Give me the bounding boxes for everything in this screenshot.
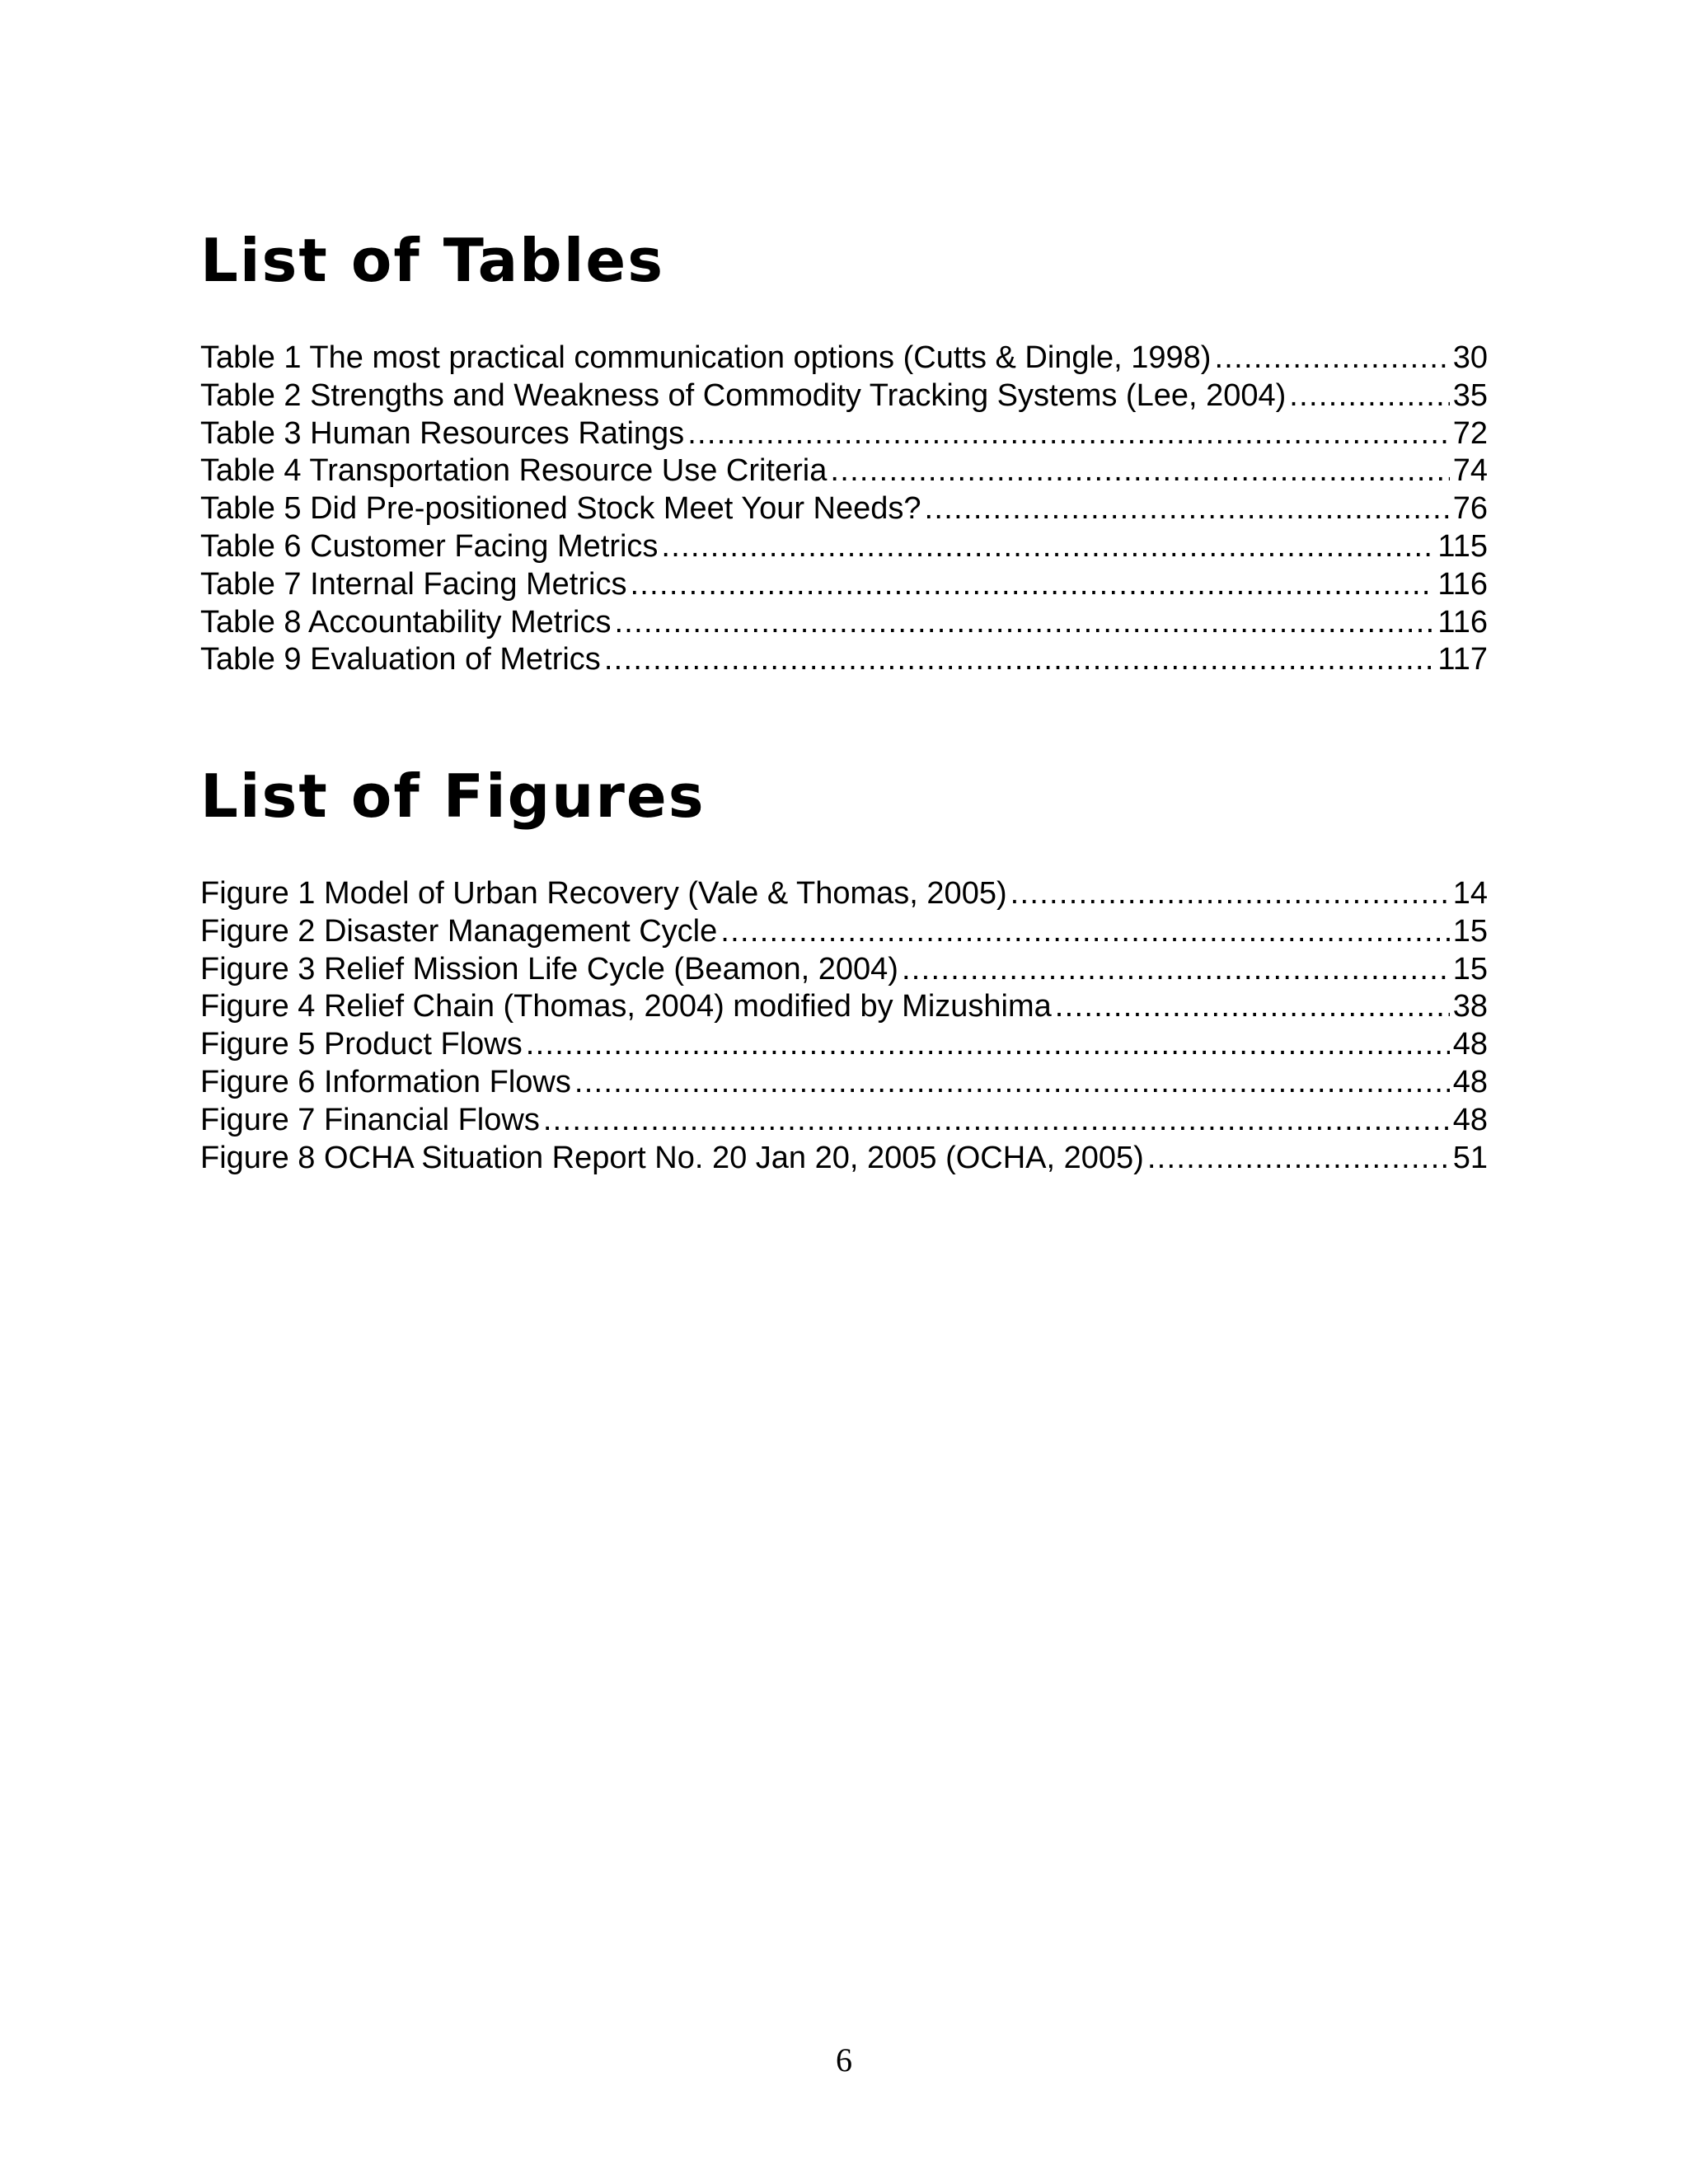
toc-entry-figure-2[interactable] [200,913,1488,951]
dot-leader [830,452,1449,490]
toc-entry-title: Table 1 The most practical communication options (Cutts & Dingle, 1998) [200,340,1212,375]
toc-entry-page: 30 [1452,340,1488,375]
toc-entry-figure-5[interactable] [200,1026,1488,1064]
list-of-figures-heading: List of Figures [200,762,706,831]
toc-entry-table-2[interactable] [200,377,1488,415]
toc-entry-title: Table 7 Internal Facing Metrics [200,566,627,602]
toc-entry-title: Table 9 Evaluation of Metrics [200,642,601,677]
dot-leader [661,528,1434,566]
toc-entry-table-9[interactable] [200,641,1488,679]
toc-entry-page: 76 [1452,491,1488,527]
toc-entry-page: 117 [1437,642,1488,677]
dot-leader [630,566,1434,604]
toc-entry-page: 35 [1452,377,1488,413]
toc-entry-page: 48 [1452,1064,1488,1099]
toc-entry-title: Figure 1 Model of Urban Recovery (Vale & Thomas, 2005) [200,876,1007,911]
toc-entry-title: Figure 4 Relief Chain (Thomas, 2004) modified by Mizushima [200,989,1052,1024]
toc-entry-page: 72 [1452,415,1488,451]
toc-entry-table-8[interactable] [200,604,1488,642]
toc-entry-table-5[interactable] [200,490,1488,528]
dot-leader [526,1026,1450,1064]
toc-entry-title: Figure 7 Financial Flows [200,1102,540,1137]
toc-entry-table-3[interactable] [200,415,1488,453]
toc-entry-page: 74 [1452,453,1488,489]
toc-entry-page: 14 [1452,876,1488,911]
toc-entry-title: Table 3 Human Resources Ratings [200,415,685,451]
toc-entry-title: Figure 5 Product Flows [200,1027,523,1062]
toc-entry-page: 51 [1452,1140,1488,1175]
dot-leader [687,415,1450,453]
toc-entry-figure-1[interactable] [200,875,1488,913]
toc-entry-title: Figure 6 Information Flows [200,1064,571,1099]
dot-leader [925,490,1450,528]
toc-entry-page: 48 [1452,1102,1488,1137]
dot-leader [574,1064,1450,1102]
toc-entry-table-7[interactable] [200,566,1488,604]
dot-leader [1289,377,1449,415]
toc-entry-title: Figure 8 OCHA Situation Report No. 20 Jan 20, 2005 (OCHA, 2005) [200,1140,1144,1175]
toc-entry-figure-8[interactable] [200,1140,1488,1178]
dot-leader [902,951,1450,989]
toc-entry-page: 38 [1452,989,1488,1024]
toc-entry-page: 48 [1452,1027,1488,1062]
dot-leader [1214,340,1449,377]
toc-entry-figure-7[interactable] [200,1102,1488,1140]
dot-leader [1010,875,1450,913]
page-number: 6 [836,2041,852,2079]
toc-entry-figure-3[interactable] [200,951,1488,989]
list-of-tables [200,340,1488,679]
toc-entry-title: Table 2 Strengths and Weakness of Commodity Tracking Systems (Lee, 2004) [200,377,1287,413]
dot-leader [1147,1140,1450,1178]
toc-entry-page: 15 [1452,951,1488,987]
toc-entry-title: Table 6 Customer Facing Metrics [200,528,659,564]
toc-entry-title: Figure 2 Disaster Management Cycle [200,913,718,949]
toc-entry-title: Figure 3 Relief Mission Life Cycle (Beamon, 2004) [200,951,898,987]
list-of-tables-heading: List of Tables [200,226,665,295]
toc-entry-title: Table 8 Accountability Metrics [200,604,612,640]
toc-entry-figure-6[interactable] [200,1064,1488,1102]
toc-entry-page: 116 [1437,604,1488,640]
toc-entry-page: 15 [1452,913,1488,949]
dot-leader [614,604,1434,642]
toc-entry-title: Table 5 Did Pre-positioned Stock Meet Your Needs? [200,491,921,527]
toc-entry-figure-4[interactable] [200,988,1488,1026]
toc-entry-page: 115 [1437,528,1488,564]
dot-leader [543,1102,1450,1140]
toc-entry-title: Table 4 Transportation Resource Use Criteria [200,453,828,489]
toc-entry-table-4[interactable] [200,452,1488,490]
dot-leader [604,641,1435,679]
dot-leader [720,913,1449,951]
toc-entry-page: 116 [1437,566,1488,602]
list-of-figures [200,875,1488,1177]
toc-entry-table-1[interactable] [200,340,1488,377]
toc-entry-table-6[interactable] [200,528,1488,566]
dot-leader [1055,988,1450,1026]
